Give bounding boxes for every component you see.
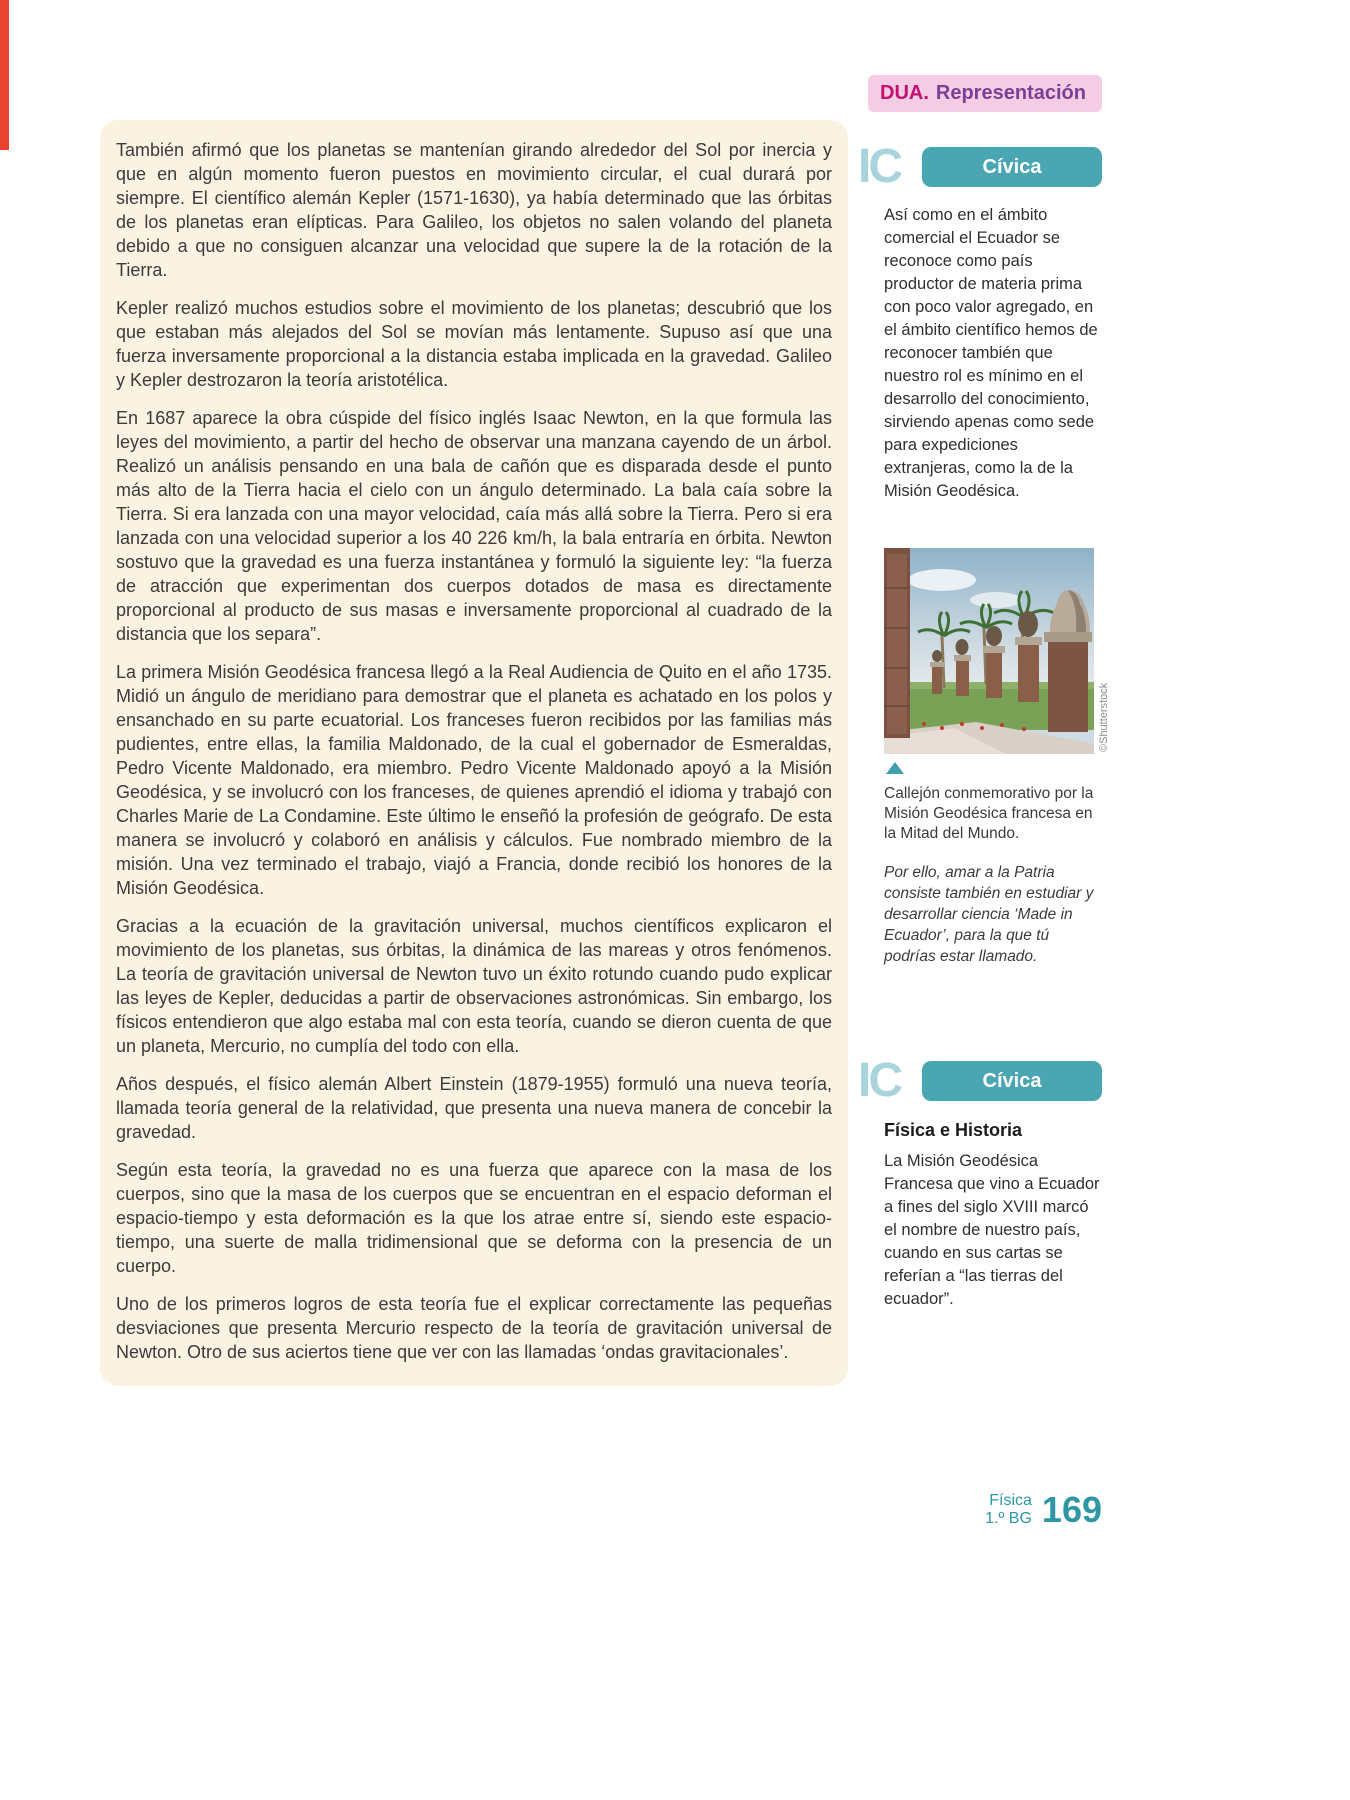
footer-subject: Física bbox=[989, 1492, 1032, 1509]
paragraph-1: También afirmó que los planetas se mantenían girando alrededor del Sol por inercia y que en algún momento fueron puestos en movimiento circular, el cual durará por siempre. El científico alemán Kepler (1571-1630), ya había determinado que las órbitas de los planetas eran elípticas. Para Galileo, los objetos no salen volando del planeta debido a que no consiguen alcanzar una velocidad que supere la de la rotación de la Tierra. bbox=[116, 140, 832, 280]
photo-credit: ©Shutterstock bbox=[1098, 682, 1110, 752]
civica-ic-icon-2: IC bbox=[858, 1054, 900, 1107]
paragraph-2: Kepler realizó muchos estudios sobre el movimiento de los planetas; descubrió que los que estaban más alejados del Sol se movían más lentamente. Supuso así que una fuerza inversamente proporcional a la distancia estaba implicada en la gravedad. Galileo y Kepler destrozaron la teoría aristotélica. bbox=[116, 298, 832, 390]
dua-title: Representación bbox=[935, 82, 1086, 104]
paragraph-7: Según esta teoría, la gravedad no es una fuerza que aparece con la masa de los cuerpos, sino que la masa de los cuerpos que se encuentran en el espacio deforman el espacio-tiempo y esta deformación es la que los atrae entre sí, siendo este espacio-tiempo, una suerte de malla tridimensional que se deforma con la presencia de un cuerpo. bbox=[116, 1160, 832, 1276]
photo-illustration bbox=[884, 548, 1094, 754]
footer-course-block bbox=[985, 1492, 1032, 1528]
mision-geodesica-photo bbox=[884, 548, 1094, 754]
caption-arrow-icon bbox=[886, 762, 904, 774]
paragraph-3: En 1687 aparece la obra cúspide del físico inglés Isaac Newton, en la que formula las leyes del movimiento, a partir del hecho de observar una manzana cayendo de un árbol. Realizó un análisis pensando en una bala de cañón que es disparada desde el punto más alto de la Tierra hacia el cielo con un ángulo determinado. La bala caía sobre la Tierra. Si era lanzada con una mayor velocidad, caía más allá sobre la Tierra. Pero si era lanzada con una velocidad superior a los 40 226 km/h, la bala entraría en órbita. Newton sostuvo que la gravedad es una fuerza instantánea y formuló la siguiente ley: “la fuerza de atracción que experimentan dos cuerpos dotados de masa es directamente proporcional al producto de sus masas e inversamente proporcional al cuadrado de la distancia que los separa”. bbox=[116, 408, 832, 644]
photo-caption: Callejón conmemorativo por la Misión Geodésica francesa en la Mitad del Mundo. bbox=[884, 785, 1094, 842]
civica-tab-1 bbox=[922, 147, 1102, 187]
civica-2-heading: Física e Historia bbox=[884, 1120, 1023, 1140]
dua-representation-tag bbox=[868, 75, 1102, 112]
dua-label: DUA. bbox=[880, 82, 929, 104]
paragraph-4: La primera Misión Geodésica francesa llegó a la Real Audiencia de Quito en el año 1735. Midió un ángulo de meridiano para demostrar que el planeta es achatado en los polos y ensanchado en su parte ecuatorial. Los franceses fueron recibidos por las familias más pudientes, entre ellas, la familia Maldonado, de la cual el gobernador de Esmeraldas, Pedro Vicente Maldonado, era miembro. Pedro Vicente Maldonado apoyó a la Misión Geodésica, y se involucró con los franceses, de quienes aprendió el idioma y trabajó con Charles Marie de La Condamine. Este último le enseñó la profesión de geógrafo. De esta manera se involucró y colaboró en análisis y cálculos. Fue nombrado miembro de la misión. Una vez terminado el trabajo, viajó a Francia, donde recibió los honores de la Misión Geodésica. bbox=[116, 662, 832, 898]
main-text-panel bbox=[100, 120, 848, 1386]
civica-tab-2 bbox=[922, 1061, 1102, 1101]
civica-banner-1 bbox=[858, 140, 1102, 193]
civica-italic-note: Por ello, amar a la Patria consiste también en estudiar y desarrollar ciencia ‘Made in Ecuador’, para la que tú podrías estar llamado. bbox=[884, 864, 1094, 965]
civica-banner-2 bbox=[858, 1054, 1102, 1107]
footer-grade: 1.º BG bbox=[985, 1510, 1032, 1527]
civica-2-body: La Misión Geodésica Francesa que vino a Ecuador a fines del siglo XVIII marcó el nombre de nuestro país, cuando en sus cartas se referían a “las tierras del ecuador”. bbox=[884, 1152, 1100, 1308]
civica-tab-2-label: Cívica bbox=[982, 1069, 1042, 1092]
paragraph-8: Uno de los primeros logros de esta teoría fue el explicar correctamente las pequeñas desviaciones que presenta Mercurio respecto de la teoría de gravitación universal de Newton. Otro de sus aciertos tiene que ver con las llamadas ‘ondas gravitacionales’. bbox=[116, 1294, 832, 1362]
civica-ic-icon: IC bbox=[858, 140, 900, 193]
paragraph-5: Gracias a la ecuación de la gravitación universal, muchos científicos explicaron el movimiento de los planetas, sus órbitas, la dinámica de las mareas y otros fenómenos. La teoría de gravitación universal de Newton tuvo un éxito rotundo cuando pudo explicar las leyes de Kepler, deducidas a partir de observaciones astronómicas. Sin embargo, los físicos entendieron que algo estaba mal con esta teoría, cuando se dieron cuenta de que un planeta, Mercurio, no cumplía del todo con ella. bbox=[116, 916, 832, 1056]
civica-tab-1-label: Cívica bbox=[982, 155, 1042, 178]
civica-1-body: Así como en el ámbito comercial el Ecuador se reconoce como país productor de materia prima con poco valor agregado, en el ámbito científico hemos de reconocer también que nuestro rol es mínimo en el desarrollo del conocimiento, sirviendo apenas como sede para expediciones extranjeras, como la de la Misión Geodésica. bbox=[884, 206, 1098, 500]
page-number: 169 bbox=[1041, 1489, 1102, 1530]
page-footer bbox=[985, 1489, 1102, 1530]
paragraph-6: Años después, el físico alemán Albert Einstein (1879-1955) formuló una nueva teoría, llamada teoría general de la relatividad, que presenta una nueva manera de concebir la gravedad. bbox=[116, 1074, 832, 1142]
page-edge-accent bbox=[0, 0, 9, 150]
